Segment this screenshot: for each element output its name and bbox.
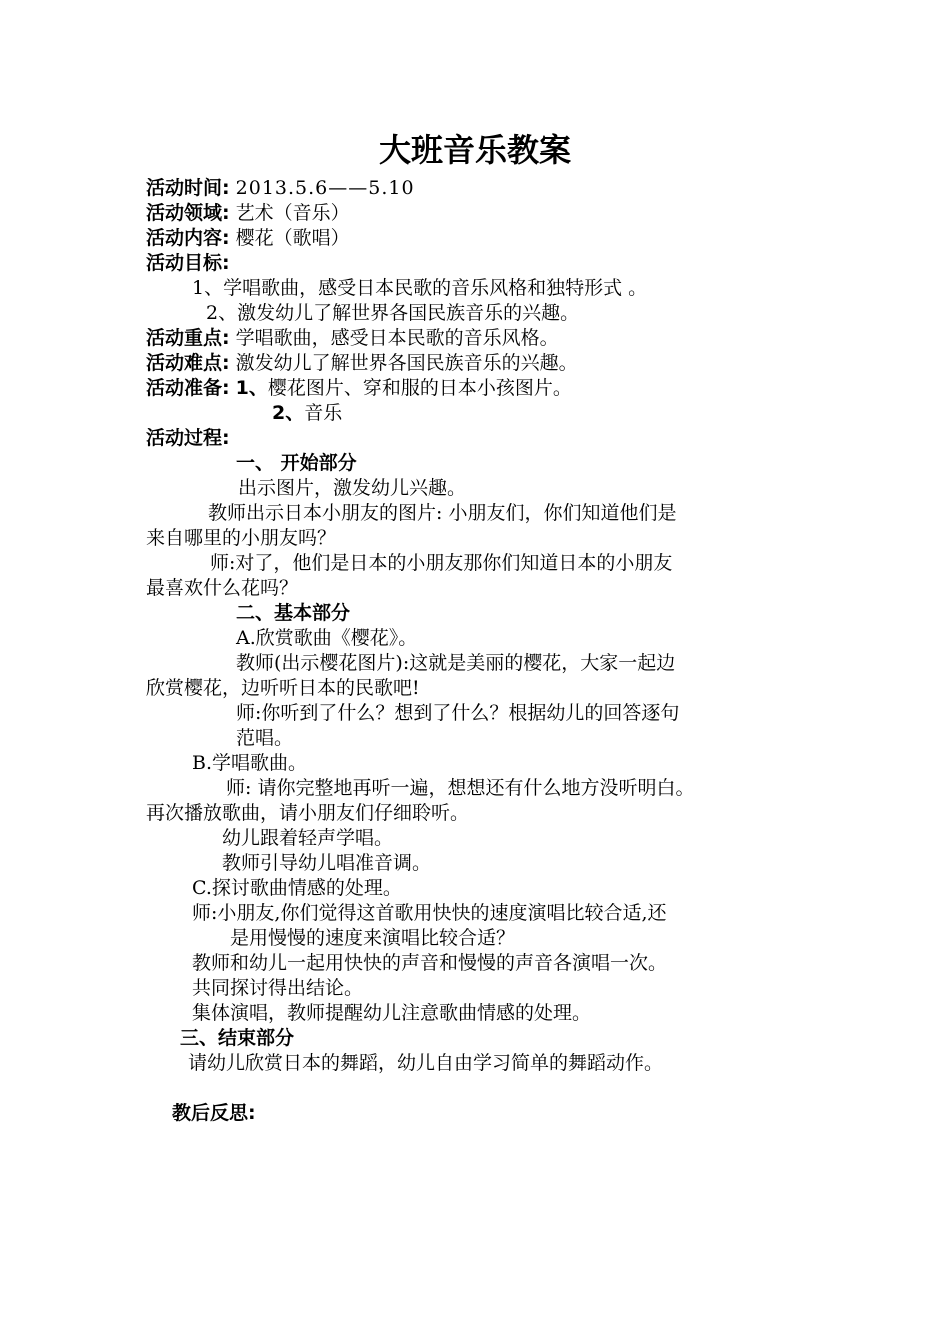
- goal-item-2: 2、激发幼儿了解世界各国民族音乐的兴趣。: [206, 302, 580, 324]
- activity-prep-label: 活动准备:: [146, 377, 230, 399]
- process-line: 师: 请你完整地再听一遍，想想还有什么地方没听明白。: [226, 777, 695, 799]
- process-line: 是用慢慢的速度来演唱比较合适？: [230, 927, 516, 949]
- activity-key-label: 活动重点:: [146, 327, 230, 349]
- process-line: 最喜欢什么花吗？: [146, 577, 299, 599]
- process-line: 教师(出示樱花图片):这就是美丽的樱花，大家一起边: [236, 652, 676, 674]
- activity-time-row: [146, 176, 415, 200]
- activity-process-label: 活动过程:: [146, 427, 230, 449]
- activity-goals-label: 活动目标:: [146, 252, 230, 274]
- activity-key-value: 学唱歌曲，感受日本民歌的音乐风格。: [235, 327, 559, 349]
- activity-difficulty-label: 活动难点:: [146, 352, 230, 374]
- prep-item-2-number: 2、: [272, 402, 305, 424]
- part2-heading: 二、基本部分: [236, 602, 351, 624]
- activity-content-label: 活动内容:: [146, 227, 230, 249]
- activity-difficulty-row: [146, 351, 578, 375]
- process-line: 范唱。: [236, 727, 294, 749]
- activity-content-value: 樱花（歌唱）: [235, 227, 350, 249]
- activity-domain-value: 艺术（音乐）: [235, 202, 350, 224]
- page-title: 大班音乐教案: [378, 131, 571, 169]
- process-line: 请幼儿欣赏日本的舞蹈，幼儿自由学习简单的舞蹈动作。: [188, 1052, 664, 1074]
- part3-heading: 三、结束部分: [180, 1027, 295, 1049]
- process-line: 教师和幼儿一起用快快的声音和慢慢的声音各演唱一次。: [192, 952, 668, 974]
- process-line: 教师引导幼儿唱准音调。: [222, 852, 432, 874]
- process-line: 出示图片，激发幼儿兴趣。: [238, 477, 467, 499]
- process-line: C.探讨歌曲情感的处理。: [192, 877, 402, 899]
- activity-content-row: [146, 226, 350, 250]
- goal-item-1: 1、学唱歌曲，感受日本民歌的音乐风格和独特形式 。: [192, 277, 648, 299]
- prep-item-1-number: 1、: [235, 377, 268, 399]
- part1-heading: 一、 开始部分: [236, 452, 357, 474]
- activity-prep-row: [146, 376, 572, 400]
- process-line: 教师出示日本小朋友的图片: 小朋友们，你们知道他们是: [208, 502, 677, 524]
- process-line: 师:你听到了什么？想到了什么？根据幼儿的回答逐句: [236, 702, 680, 724]
- activity-key-row: [146, 326, 559, 350]
- activity-domain-label: 活动领域:: [146, 202, 230, 224]
- prep-item-2: [272, 401, 342, 425]
- process-line: A.欣赏歌曲《樱花》。: [236, 627, 418, 649]
- process-line: 集体演唱，教师提醒幼儿注意歌曲情感的处理。: [192, 1002, 592, 1024]
- activity-time-label: 活动时间:: [146, 177, 230, 199]
- process-line: B.学唱歌曲。: [192, 752, 308, 774]
- process-line: 师:对了，他们是日本的小朋友那你们知道日本的小朋友: [210, 552, 673, 574]
- prep-item-2-text: 音乐: [304, 402, 343, 424]
- activity-time-value: 2013.5.6——5.10: [235, 177, 415, 199]
- prep-item-1-text: 樱花图片、穿和服的日本小孩图片。: [267, 377, 572, 399]
- reflection-label: 教后反思:: [172, 1102, 256, 1124]
- process-line: 幼儿跟着轻声学唱。: [222, 827, 394, 849]
- process-line: 再次播放歌曲，请小朋友们仔细聆听。: [146, 802, 470, 824]
- activity-difficulty-value: 激发幼儿了解世界各国民族音乐的兴趣。: [235, 352, 578, 374]
- activity-domain-row: [146, 201, 350, 225]
- process-line: 欣赏樱花，边听听日本的民歌吧!: [146, 677, 420, 699]
- process-line: 师:小朋友,你们觉得这首歌用快快的速度演唱比较合适,还: [192, 902, 667, 924]
- process-line: 来自哪里的小朋友吗？: [146, 527, 337, 549]
- process-line: 共同探讨得出结论。: [192, 977, 364, 999]
